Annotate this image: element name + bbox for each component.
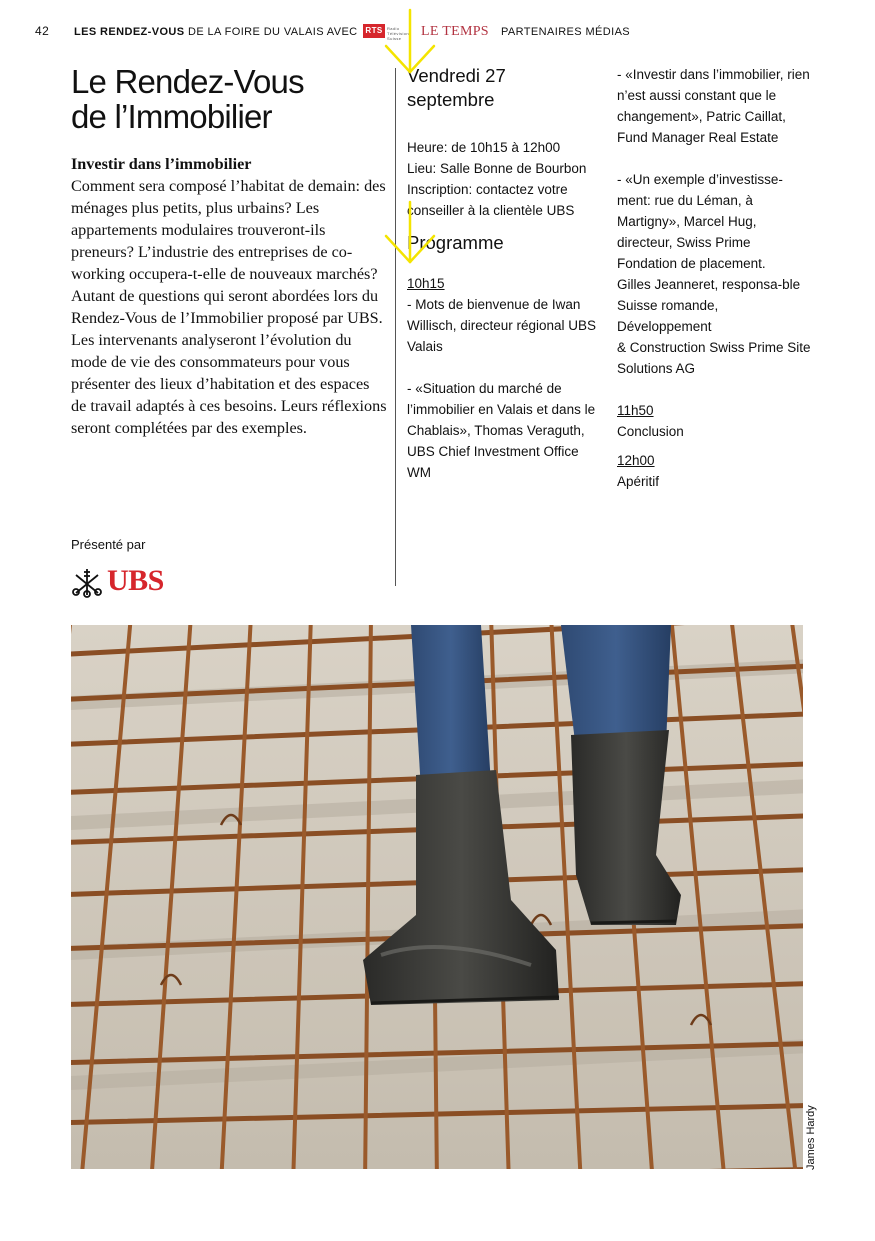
article-paragraph-2: Les intervenants analyseront l’évolution du mode de vie des consommateurs pour vous présenter des lieux d’habitation et des espaces de travail adaptés à ces besoins. Leurs réflexions seront complétées par des exemples. xyxy=(71,331,387,437)
article-paragraph-1: Comment sera composé l’habitat de demain: des ménages plus petits, plus urbains? Les appartements modulaires trouveront-ils preneurs? L’industrie des entreprises de co-working occupera-t-elle de nouveaux marchés? Autant de questions qui seront abordées lors du Rendez-Vous de l’Immobilier proposé par UBS. xyxy=(71,177,386,327)
article-title xyxy=(71,64,371,134)
programme-title: Programme xyxy=(407,232,504,253)
page-number: 42 xyxy=(35,24,50,38)
programme-item-4: - «Un exemple d’investisse-ment: rue du Léman, à Martigny», Marcel Hug, directeur, Swiss Prime Fondation de placement. xyxy=(617,172,783,271)
event-column xyxy=(407,64,602,483)
event-date-line-2: septembre xyxy=(407,89,495,110)
annotation-arrow-icon xyxy=(380,8,440,78)
photo-credit xyxy=(801,1100,825,1170)
event-date-line-1: Vendredi 27 xyxy=(407,65,506,86)
programme-item-3: - «Investir dans l’immobilier, rien n’est aussi constant que le changement», Patric Caillat, Fund Manager Real Estate xyxy=(617,67,810,145)
programme-item-4-speaker: Gilles Jeanneret, responsa-ble Suisse romande, Développement xyxy=(617,277,801,334)
le-temps-logo: LE TEMPS xyxy=(421,24,489,39)
annotation-arrow-icon xyxy=(380,200,440,270)
programme-item-1: - Mots de bienvenue de Iwan Willisch, directeur régional UBS Valais xyxy=(407,297,597,354)
article-body xyxy=(71,153,387,439)
ubs-keys-icon xyxy=(71,567,103,599)
rebar-boots-illustration xyxy=(71,625,803,1169)
rts-logo: RTS xyxy=(363,24,385,38)
programme-column xyxy=(617,64,812,492)
programme-time-1: 10h15 xyxy=(407,276,445,291)
event-time: Heure: de 10h15 à 12h00 xyxy=(407,140,561,155)
series-title xyxy=(74,26,358,38)
media-partners-label: PARTENAIRES MÉDIAS xyxy=(501,26,631,38)
construction-photo xyxy=(71,625,803,1169)
photo-credit-text: James Hardy xyxy=(805,1105,817,1170)
series-title-rest: DE LA FOIRE DU VALAIS AVEC xyxy=(187,26,358,38)
programme-conclusion: Conclusion xyxy=(617,424,684,439)
title-line-1: Le Rendez-Vous xyxy=(71,63,304,100)
event-registration: Inscription: contactez votre conseiller à la clientèle UBS xyxy=(407,182,575,218)
article-lead: Investir dans l’immobilier xyxy=(71,155,252,173)
programme-time-2: 11h50 xyxy=(617,403,654,418)
ubs-logo xyxy=(71,564,171,601)
ubs-wordmark: UBS xyxy=(107,564,164,597)
presented-by-label: Présenté par xyxy=(71,537,146,552)
programme-item-2: - «Situation du marché de l’immobilier en Valais et dans le Chablais», Thomas Veraguth, UBS Chief Investment Office WM xyxy=(407,381,596,480)
series-title-bold: LES RENDEZ-VOUS xyxy=(74,26,185,38)
event-place: Lieu: Salle Bonne de Bourbon xyxy=(407,161,587,176)
programme-item-4-company: & Construction Swiss Prime Site Solutions AG xyxy=(617,340,811,376)
column-divider xyxy=(395,68,396,586)
rts-logo-subtitle: Radio Télévision Suisse xyxy=(387,26,410,41)
title-line-2: de l’Immobilier xyxy=(71,98,272,135)
programme-aperitif: Apéritif xyxy=(617,474,660,489)
programme-time-3: 12h00 xyxy=(617,453,655,468)
